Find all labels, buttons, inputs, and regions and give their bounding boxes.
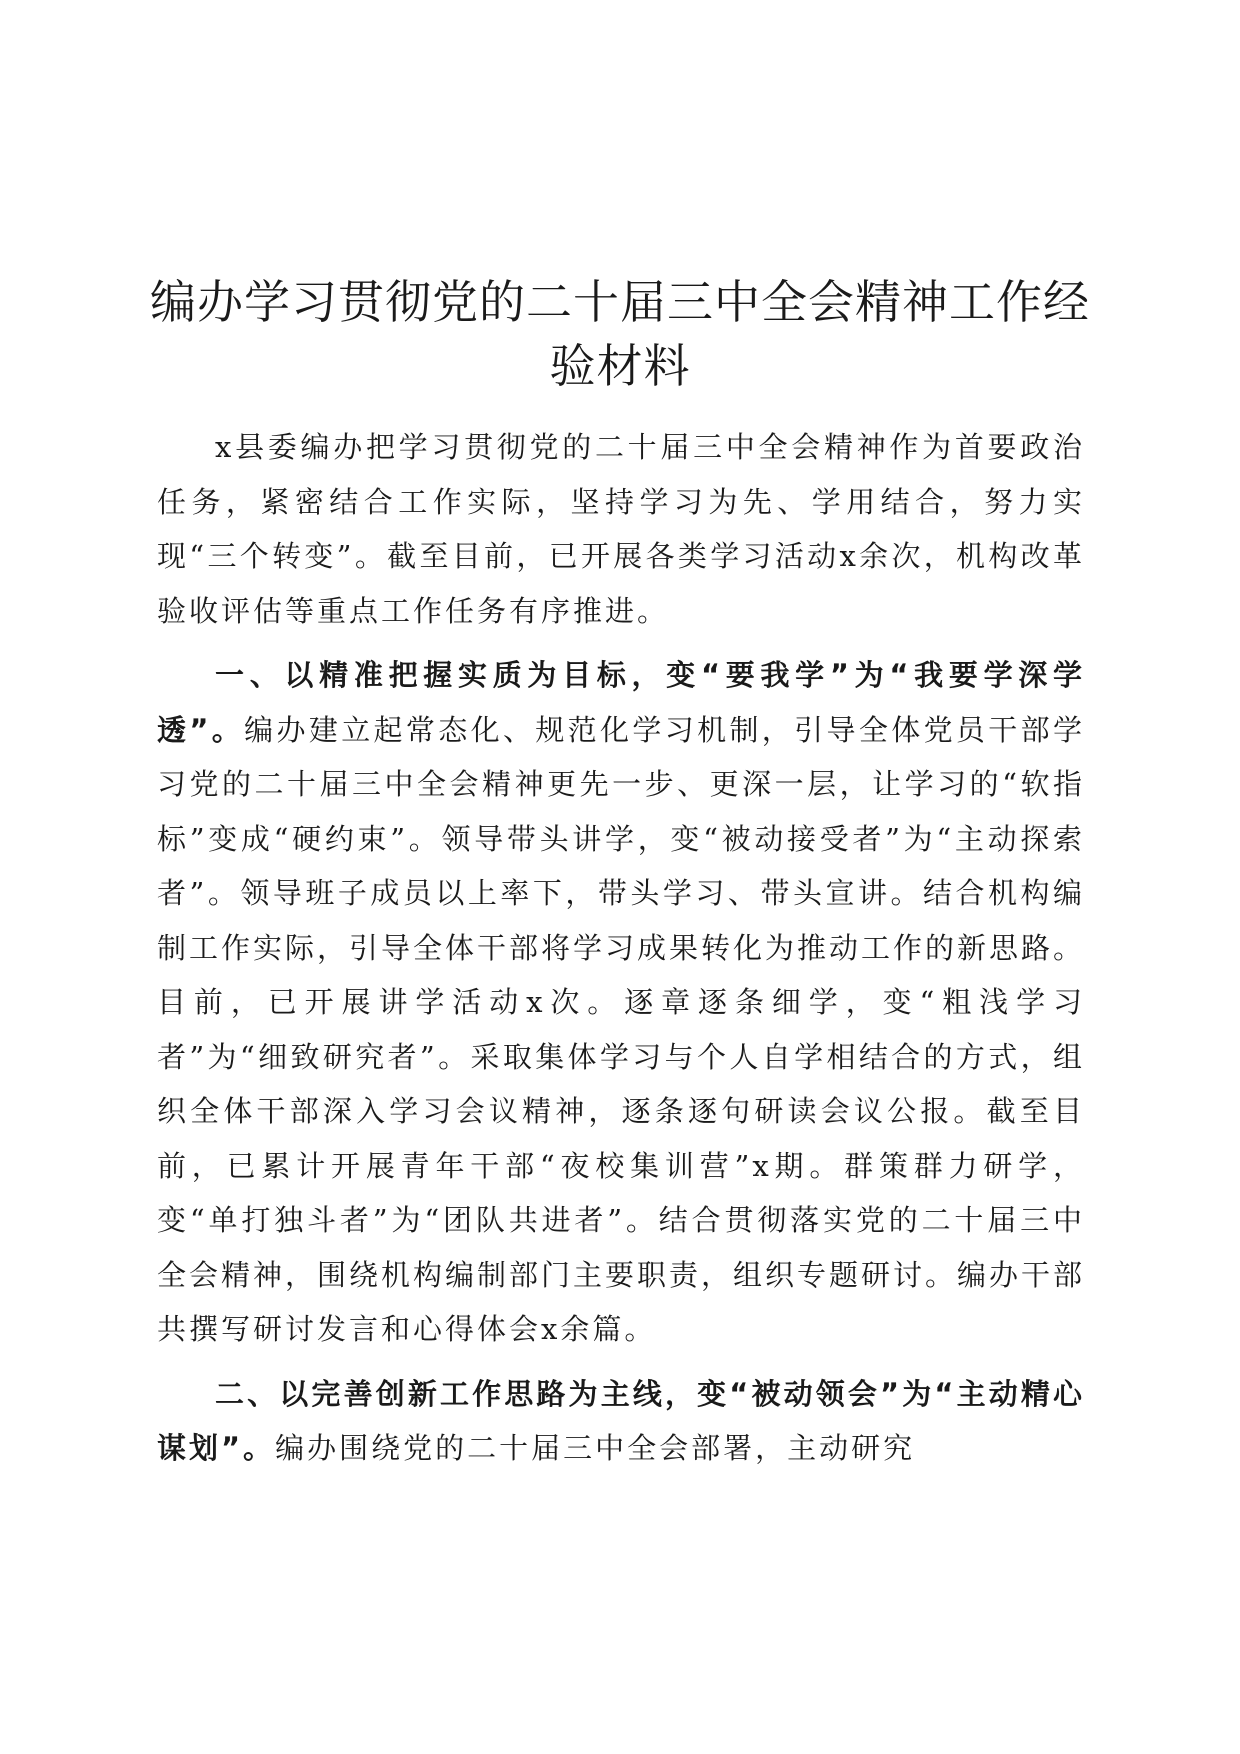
document-title: 编办学习贯彻党的二十届三中全会精神工作经验材料 xyxy=(150,275,1090,393)
document-body xyxy=(157,420,1085,1476)
paragraph-spacer xyxy=(157,1357,1085,1367)
section-one-text: 编办建立起常态化、规范化学习机制，引导全体党员干部学习党的二十届三中全会精神更先一步、更深一层，让学习的“软指标”变成“硬约束”。领导带头讲学，变“被动接受者”为“主动探索者”。领导班子成员以上率下，带头学习、带头宣讲。结合机构编制工作实际，引导全体干部将学习成果转化为推动工作的新思路。目前，已开展讲学活动x次。逐章逐条细学，变“粗浅学习者”为“细致研究者”。采取集体学习与个人自学相结合的方式，组织全体干部深入学习会议精神，逐条逐句研读会议公报。截至目前，已累计开展青年干部“夜校集训营”x期。群策群力研学，变“单打独斗者”为“团队共进者”。结合贯彻落实党的二十届三中全会精神，围绕机构编制部门主要职责，组织专题研讨。编办干部共撰写研讨发言和心得体会x余篇。 xyxy=(157,712,1086,1346)
section-one-heading: 一、以精准把握实质为目标，变“要我学”为“我要学深学透”。 xyxy=(157,658,1085,747)
section-one-paragraph xyxy=(157,648,1085,1357)
paragraph-spacer xyxy=(157,638,1085,648)
intro-paragraph: x县委编办把学习贯彻党的二十届三中全会精神作为首要政治任务，紧密结合工作实际，坚持学习为先、学用结合，努力实现“三个转变”。截至目前，已开展各类学习活动x余次，机构改革验收评估等重点工作任务有序推进。 xyxy=(157,430,1085,628)
section-two-paragraph xyxy=(157,1367,1085,1476)
section-two-heading: 二、以完善创新工作思路为主线，变“被动领会”为“主动精心谋划”。 xyxy=(157,1376,1085,1465)
section-two-text: 编办围绕党的二十届三中全会部署，主动研究 xyxy=(275,1431,916,1465)
